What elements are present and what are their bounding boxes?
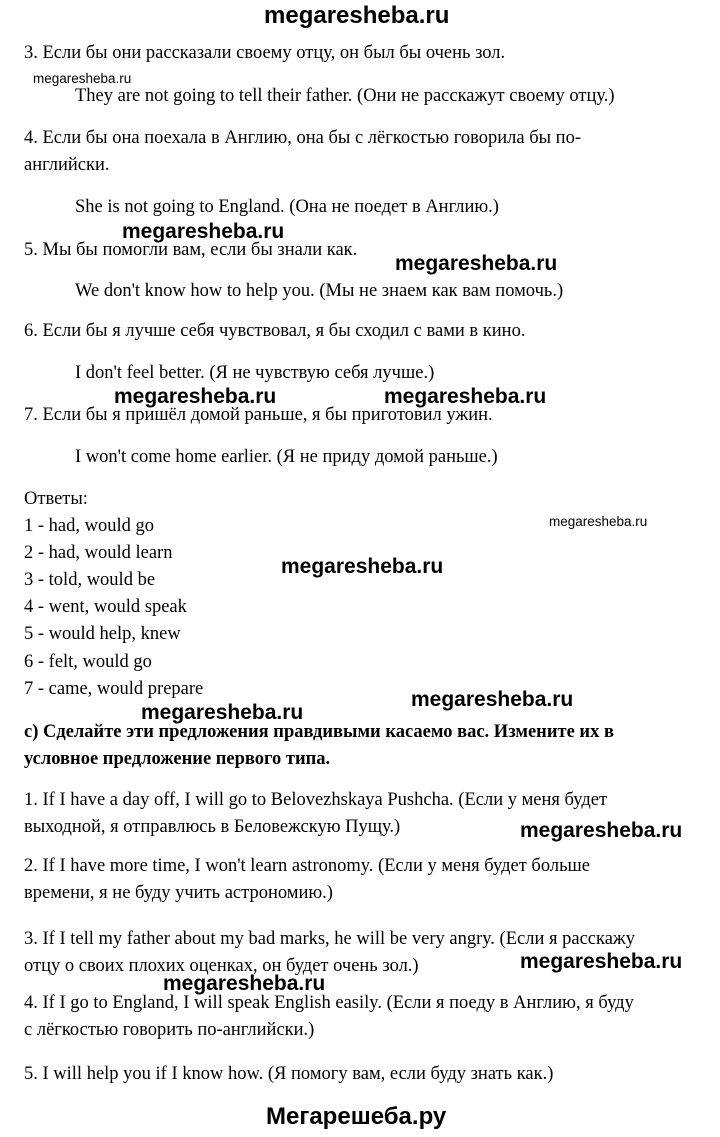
watermark: megaresheba.ru	[163, 972, 326, 995]
task-c-sentence-5-line1: 5. I will help you if I know how. (Я помогу вам, если буду знать как.)	[24, 1064, 554, 1084]
item-3-ru: 3. Если бы они рассказали своему отцу, он был бы очень зол.	[24, 43, 506, 63]
item-7-ru: 7. Если бы я пришёл домой раньше, я бы приготовил ужин.	[24, 405, 493, 425]
item-4-ru-line2: английски.	[24, 155, 110, 175]
answer-7: 7 - came, would prepare	[24, 679, 204, 699]
answer-3: 3 - told, would be	[24, 570, 156, 590]
watermark: megaresheba.ru	[281, 555, 444, 578]
task-c-sentence-2-line2: времени, я не буду учить астрономию.)	[24, 883, 333, 903]
watermark: megaresheba.ru	[395, 252, 558, 275]
item-4-en: She is not going to England. (Она не поедет в Англию.)	[75, 197, 499, 217]
item-4-ru-line1: 4. Если бы она поехала в Англию, она бы с лёгкостью говорила бы по-	[24, 128, 581, 148]
item-5-en: We don't know how to help you. (Мы не знаем как вам помочь.)	[75, 281, 564, 301]
answer-4: 4 - went, would speak	[24, 597, 187, 617]
watermark: megaresheba.ru	[520, 950, 683, 973]
watermark: megaresheba.ru	[114, 385, 277, 408]
task-c-heading-line1: c) Сделайте эти предложения правдивыми касаемо вас. Измените их в	[24, 722, 614, 742]
answer-2: 2 - had, would learn	[24, 543, 173, 563]
answer-1: 1 - had, would go	[24, 516, 154, 536]
item-5-ru: 5. Мы бы помогли вам, если бы знали как.	[24, 240, 358, 260]
task-c-sentence-1-line2: выходной, я отправлюсь в Беловежскую Пущу.)	[24, 817, 401, 837]
watermark-small: megaresheba.ru	[549, 514, 648, 529]
item-6-en: I don't feel better. (Я не чувствую себя лучше.)	[75, 363, 435, 383]
task-c-heading-line2: условное предложение первого типа.	[24, 749, 331, 769]
site-footer: Мегарешеба.ру	[266, 1103, 447, 1130]
watermark: megaresheba.ru	[384, 385, 547, 408]
task-c-sentence-2-line1: 2. If I have more time, I won't learn astronomy. (Если у меня будет больше	[24, 856, 590, 876]
task-c-sentence-4-line2: с лёгкостью говорить по-английски.)	[24, 1020, 315, 1040]
site-header: megaresheba.ru	[264, 2, 450, 29]
task-c-sentence-3-line2: отцу о своих плохих оценках, он будет очень зол.)	[24, 956, 419, 976]
answer-5: 5 - would help, knew	[24, 624, 181, 644]
watermark: megaresheba.ru	[411, 688, 574, 711]
item-7-en: I won't come home earlier. (Я не приду домой раньше.)	[75, 447, 498, 467]
watermark: megaresheba.ru	[520, 819, 683, 842]
item-6-ru: 6. Если бы я лучше себя чувствовал, я бы сходил с вами в кино.	[24, 321, 526, 341]
task-c-sentence-4-line1: 4. If I go to England, I will speak English easily. (Если я поеду в Англию, я буду	[24, 993, 634, 1013]
answers-heading: Ответы:	[24, 489, 88, 509]
task-c-sentence-3-line1: 3. If I tell my father about my bad marks, he will be very angry. (Если я расскажу	[24, 929, 635, 949]
watermark: megaresheba.ru	[122, 220, 285, 243]
watermark-small: megaresheba.ru	[33, 71, 132, 86]
answer-6: 6 - felt, would go	[24, 652, 152, 672]
item-3-en: They are not going to tell their father. (Они не расскажут своему отцу.)	[75, 86, 615, 106]
task-c-sentence-1-line1: 1. If I have a day off, I will go to Belovezhskaya Pushcha. (Если у меня будет	[24, 790, 608, 810]
watermark: megaresheba.ru	[141, 701, 304, 724]
